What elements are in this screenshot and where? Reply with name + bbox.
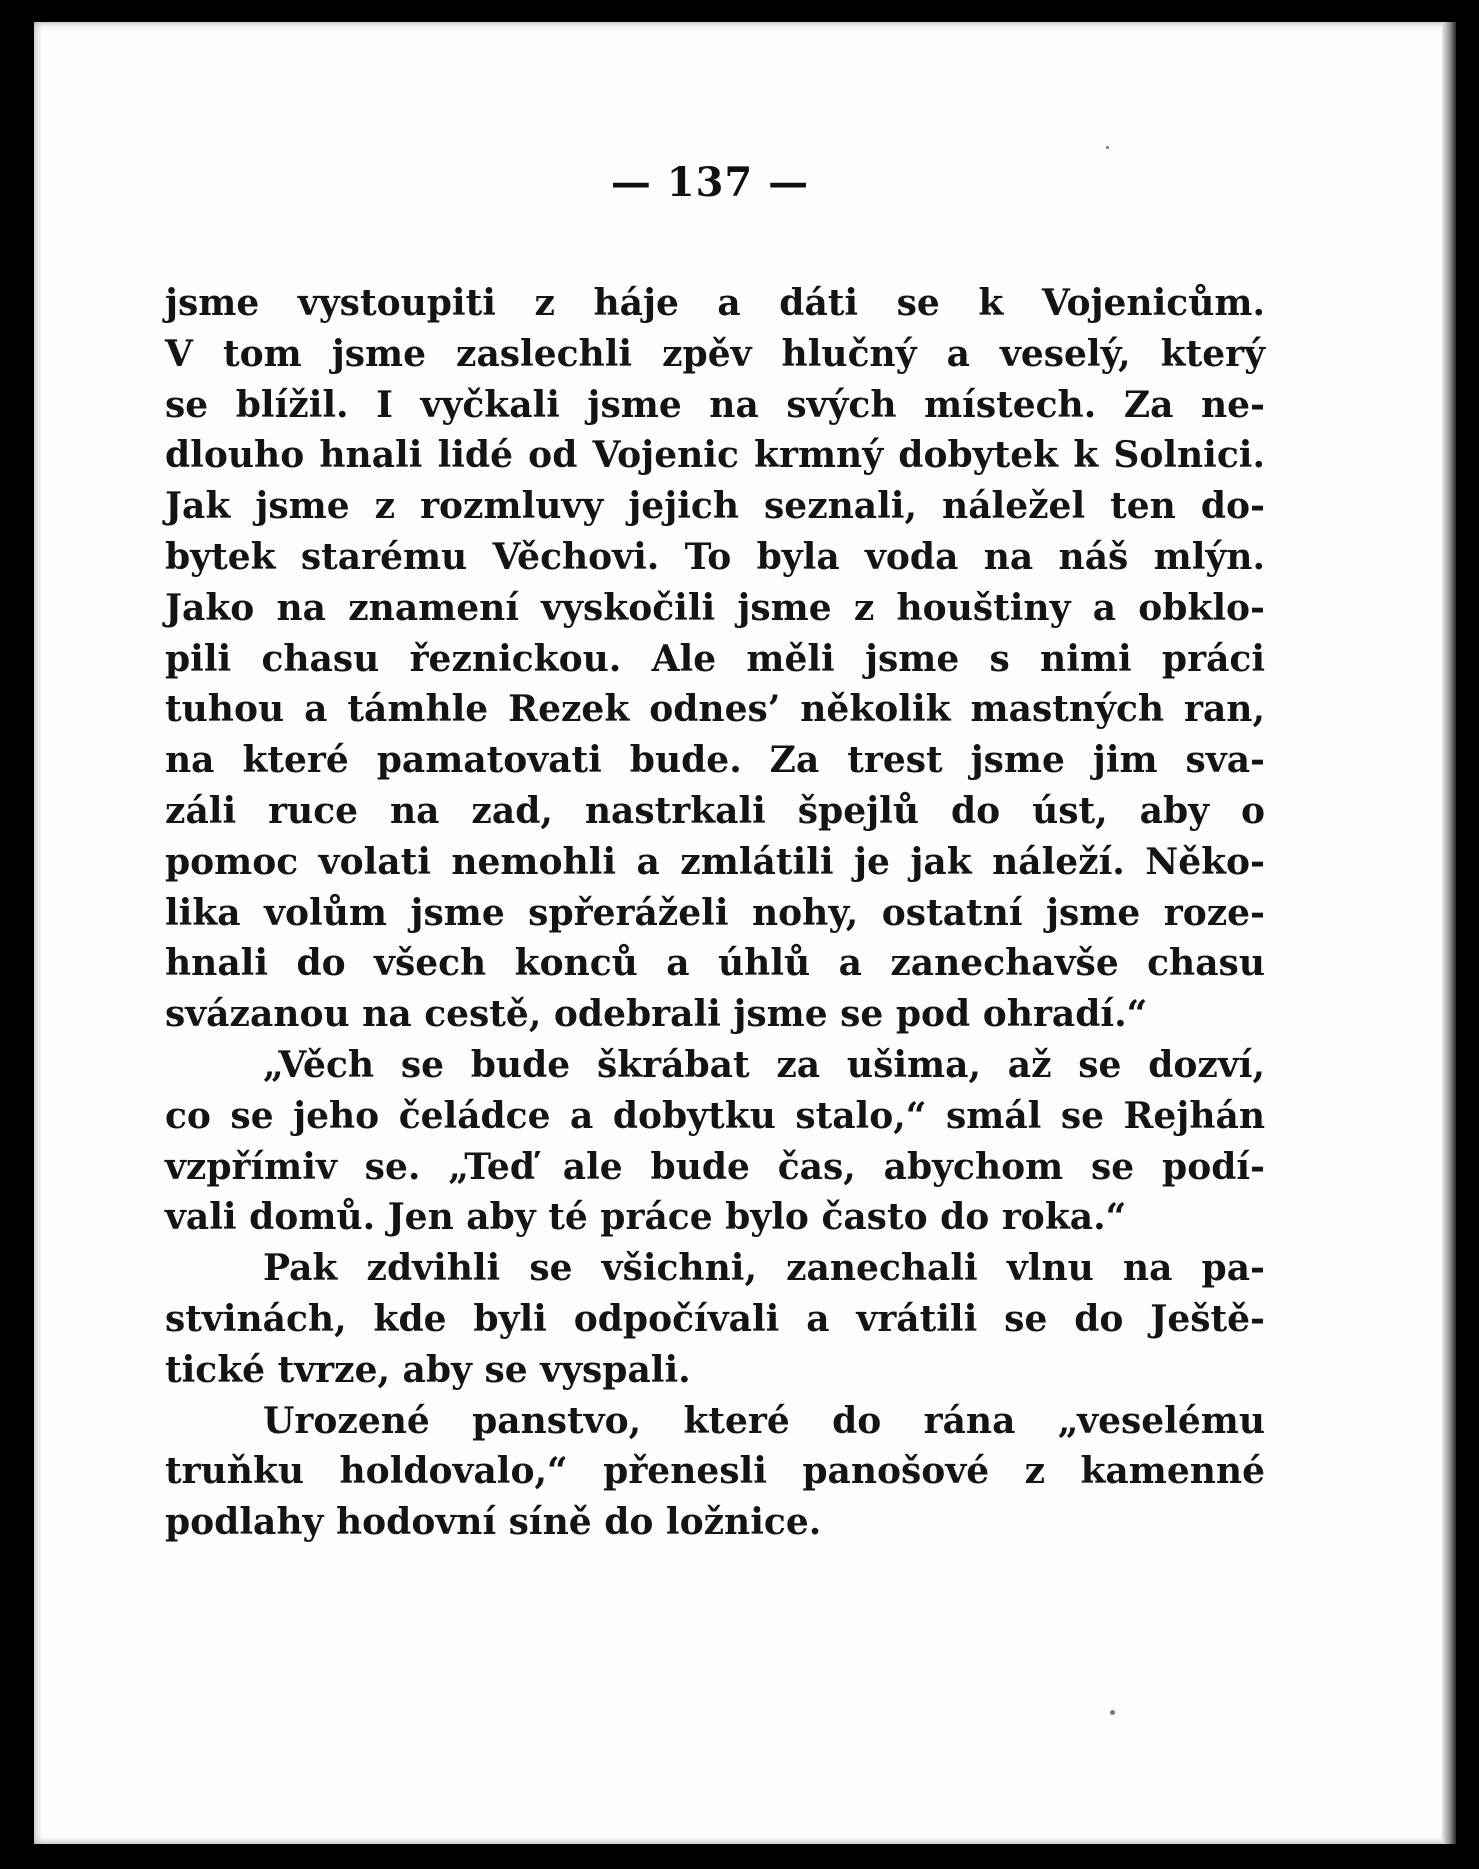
text-line: Pak zdvihli se všichni, zanechali vlnu na pa- [263,1247,1265,1290]
text-line: Jak jsme z rozmluvy jejich seznali, náležel ten do- [165,485,1265,528]
text-line: na které pamatovati bude. Za trest jsme jim sva- [165,739,1265,782]
text-line: bytek starému Věchovi. To byla voda na náš mlýn. [165,535,1265,578]
text-line: tuhou a támhle Rezek odnes’ několik mastných ran, [165,688,1265,731]
text-line: Jako na znamení vyskočili jsme z houštiny a obklo- [165,586,1265,629]
text-line: tické tvrze, aby se vyspali. [165,1348,691,1391]
text-line: vzpřímiv se. „Teď ale bude čas, abychom se podí- [165,1145,1265,1188]
page-edge-shadow [1442,22,1456,1844]
text-line: pomoc volati nemohli a zmlátili je jak náleží. Něko- [165,840,1265,883]
dust-speck [1106,146,1109,149]
text-line: co se jeho čeládce a dobytku stalo,“ smál se Rejhán [165,1094,1265,1137]
text-line: truňku holdovalo,“ přenesli panošové z kamenné [165,1450,1265,1493]
text-line: podlahy hodovní síně do ložnice. [165,1501,822,1544]
text-line: záli ruce na zad, nastrkali špejlů do úst, aby o [165,789,1265,832]
text-line: lika volům jsme spřeráželi nohy, ostatní jsme roze- [165,891,1265,934]
text-line: svázanou na cestě, odebrali jsme se pod ohradí.“ [165,993,1148,1036]
page-number: — 137 — [610,159,810,206]
text-line: V tom jsme zaslechli zpěv hlučný a veselý, který [165,332,1265,375]
text-line: hnali do všech konců a úhlů a zanechavše chasu [165,942,1265,985]
text-line: vali domů. Jen aby té práce bylo často do roka.“ [165,1196,1127,1239]
book-page [34,22,1456,1844]
text-line: jsme vystoupiti z háje a dáti se k Vojenicům. [165,282,1265,324]
dust-speck [1110,1710,1115,1715]
text-line: dlouho hnali lidé od Vojenic krmný dobytek k Solnici. [165,434,1265,477]
text-line: se blížil. I vyčkali jsme na svých místech. Za ne- [165,383,1265,426]
text-line: stvinách, kde byli odpočívali a vrátili se do Ještě- [165,1297,1265,1340]
text-line: pili chasu řeznickou. Ale měli jsme s nimi práci [165,637,1265,680]
text-line: „Věch se bude škrábat za ušima, až se dozví, [263,1043,1265,1086]
body-text [165,278,1265,1548]
text-line: Urozené panstvo, které do rána „veselému [263,1399,1265,1442]
